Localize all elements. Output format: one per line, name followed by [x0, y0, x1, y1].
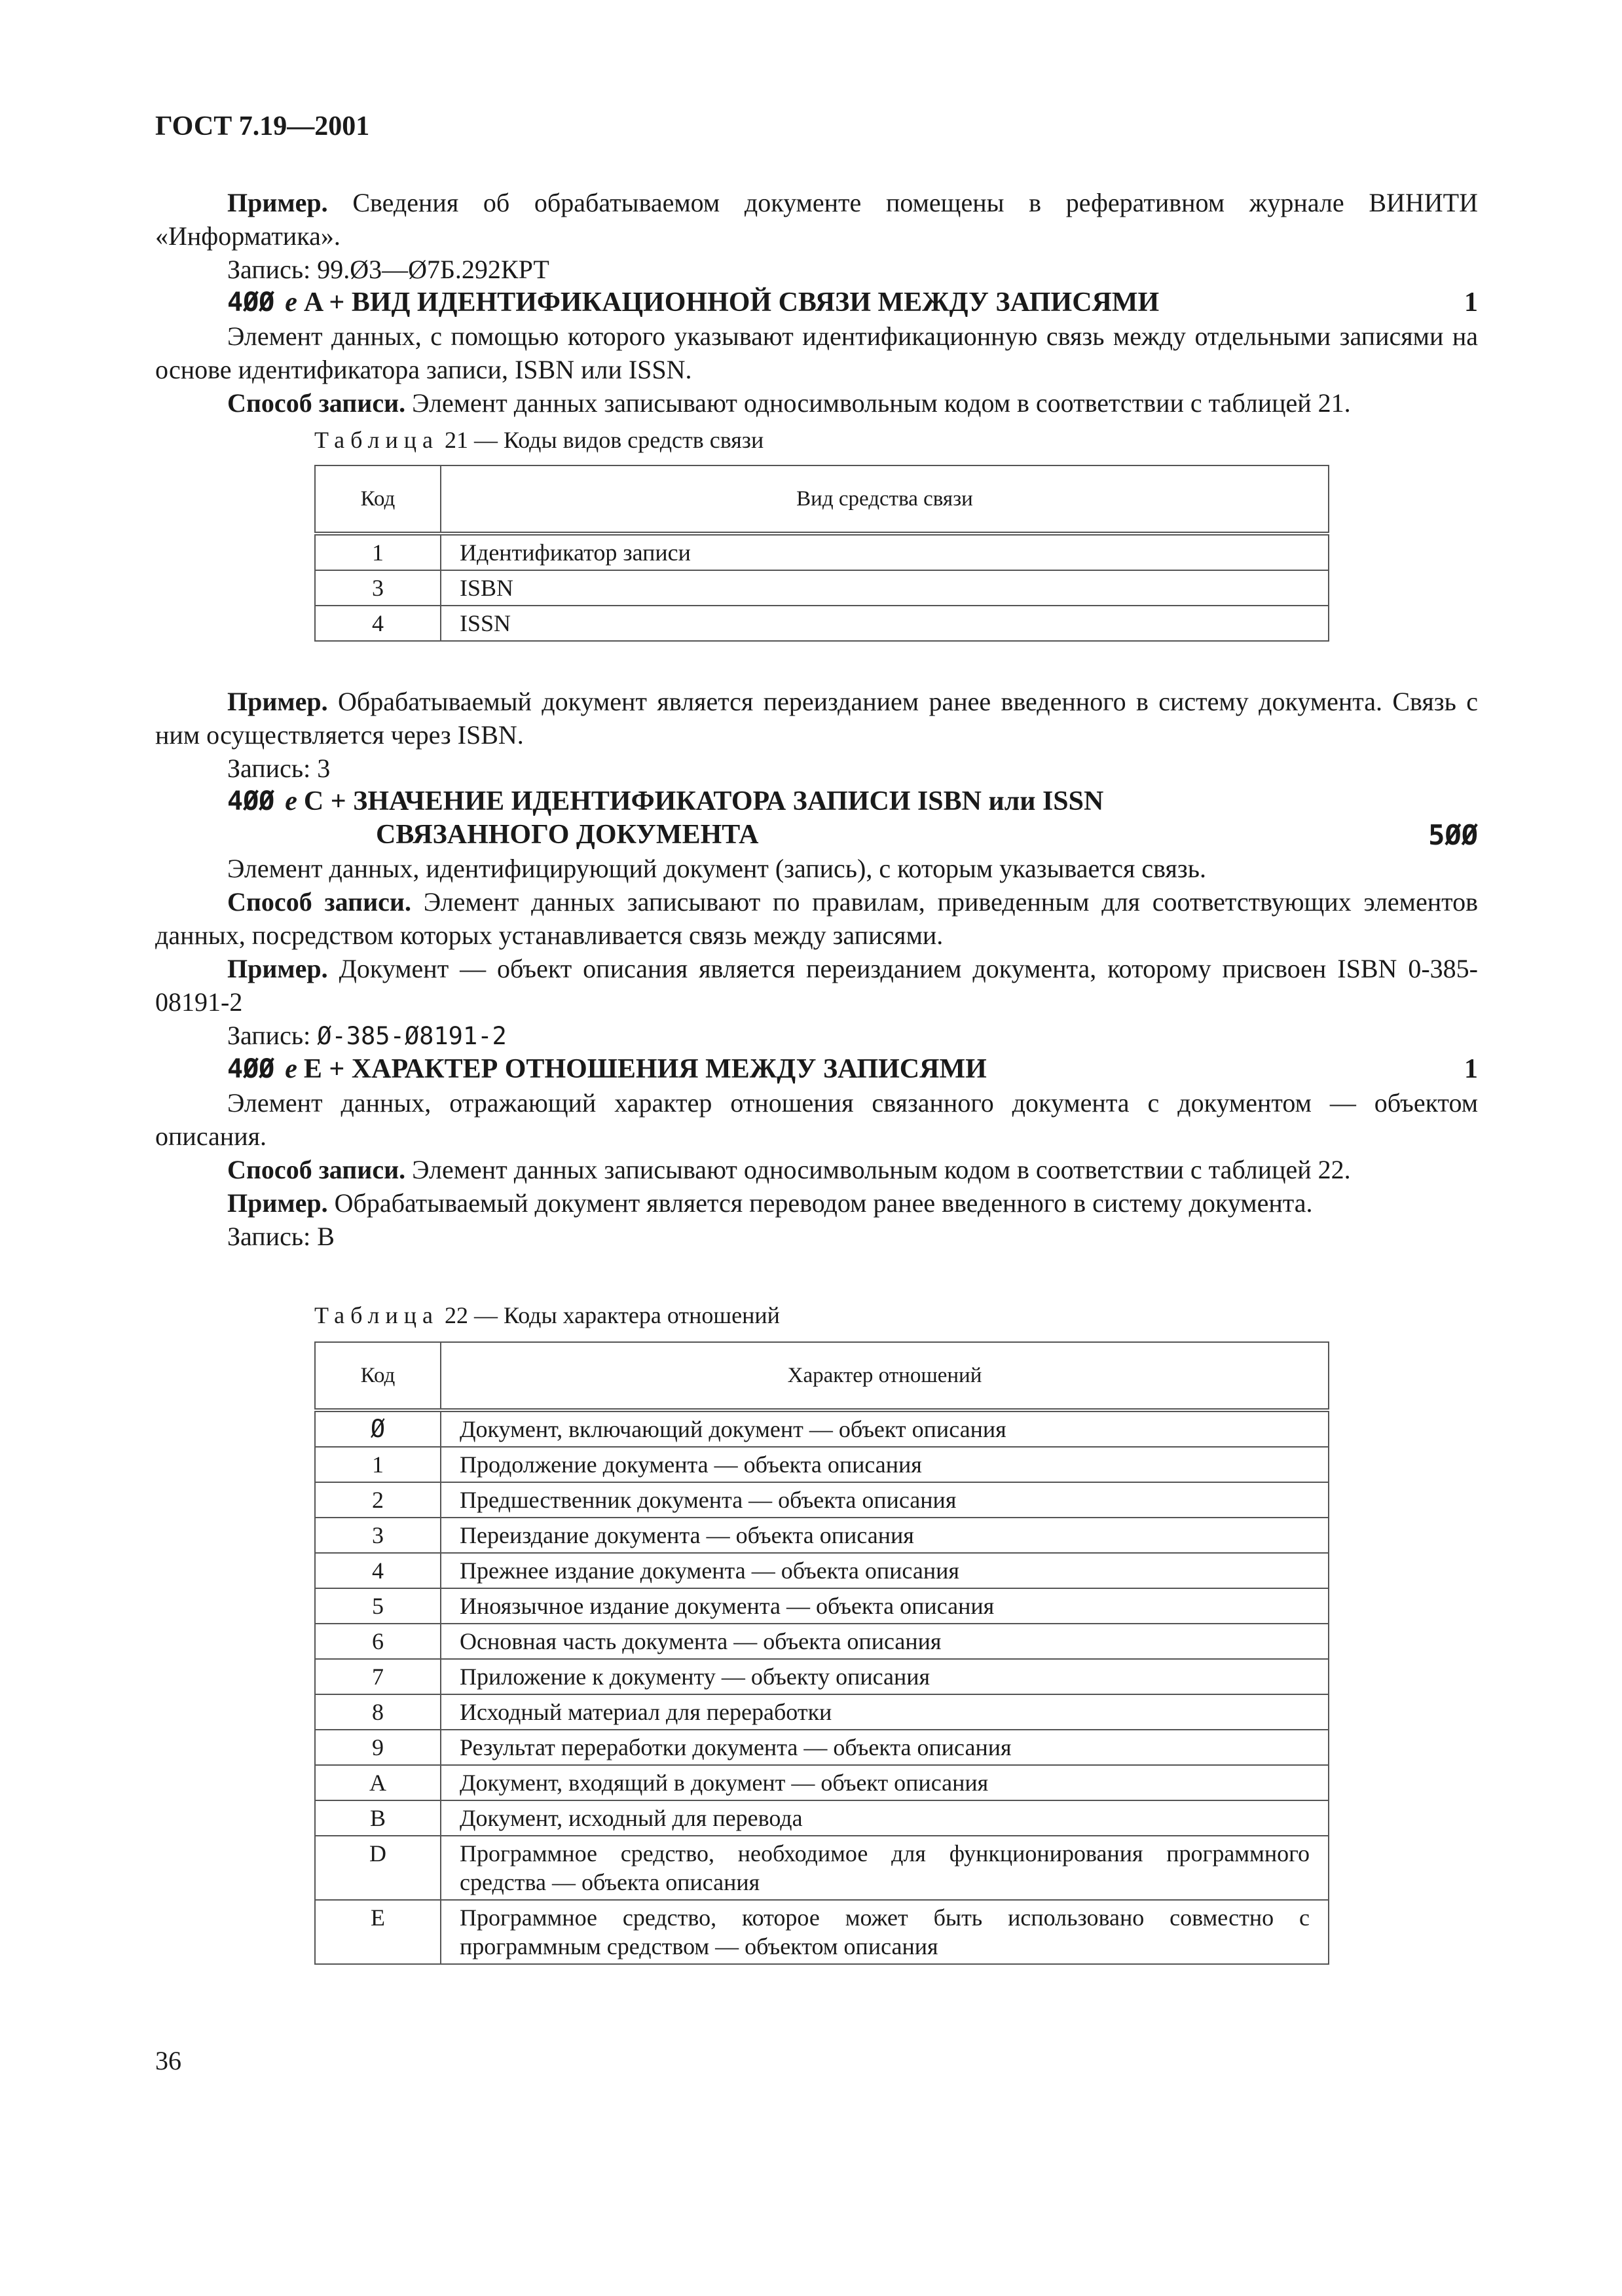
- record-value: Ø-385-Ø8191-2: [317, 1022, 507, 1050]
- table-row: [315, 1482, 1329, 1518]
- value-cell: Документ, исходный для перевода: [441, 1800, 1329, 1836]
- code-cell: 7: [315, 1659, 441, 1694]
- record-line: Запись: 99.Ø3—Ø7Б.292КРТ: [227, 255, 549, 284]
- field-definition: Элемент данных, отражающий характер отношения связанного документа с документом — объектом описания.: [155, 1088, 1478, 1151]
- table-21: [314, 465, 1329, 642]
- table-row: [315, 1588, 1329, 1624]
- value-cell: Иноязычное издание документа — объекта описания: [441, 1588, 1329, 1624]
- column-header-type: Вид средства связи: [441, 465, 1329, 534]
- example-label: Пример.: [227, 1188, 328, 1218]
- example-label: Пример.: [227, 687, 328, 716]
- code-cell: Ø: [315, 1410, 441, 1447]
- field-heading-e: [155, 1053, 1478, 1086]
- field-length: 1: [1464, 1054, 1478, 1084]
- code-cell: E: [315, 1900, 441, 1964]
- code-cell: 6: [315, 1624, 441, 1659]
- field-title: E + ХАРАКТЕР ОТНОШЕНИЯ МЕЖДУ ЗАПИСЯМИ: [303, 1054, 987, 1084]
- table-header-row: [315, 465, 1329, 534]
- page-header: ГОСТ 7.19—2001: [155, 111, 370, 141]
- code-cell: 8: [315, 1694, 441, 1730]
- value-cell: Идентификатор записи: [441, 534, 1329, 570]
- example-paragraph: [155, 952, 1478, 1019]
- method-paragraph: [155, 386, 1478, 420]
- code-cell: 3: [315, 1518, 441, 1553]
- table-row: [315, 1900, 1329, 1964]
- document-body: [155, 186, 1478, 1965]
- table-header-row: [315, 1342, 1329, 1410]
- code-cell: 3: [315, 570, 441, 606]
- code-cell: 5: [315, 1588, 441, 1624]
- field-heading-c: [155, 785, 1478, 818]
- method-label: Способ записи.: [227, 887, 411, 917]
- subfield-sign: e: [285, 1054, 297, 1084]
- value-cell: Прежнее издание документа — объекта описания: [441, 1553, 1329, 1588]
- field-definition: Элемент данных, идентифицирующий документ (запись), с которым указывается связь.: [227, 854, 1206, 883]
- example-label: Пример.: [227, 954, 328, 983]
- method-paragraph: [155, 1153, 1478, 1186]
- value-cell: Программное средство, необходимое для функционирования программного средства — объекта описания: [441, 1836, 1329, 1900]
- table-row: [315, 1765, 1329, 1800]
- column-header-relation: Характер отношений: [441, 1342, 1329, 1410]
- table-row: [315, 606, 1329, 641]
- table-row: [315, 1800, 1329, 1836]
- example-paragraph: [155, 186, 1478, 253]
- field-length: 5ØØ: [1428, 819, 1478, 851]
- column-header-code: Код: [315, 1342, 441, 1410]
- example-text: Документ — объект описания является переизданием документа, которому присвоен ISBN 0-385-08191-2: [155, 954, 1478, 1017]
- value-cell: Основная часть документа — объекта описания: [441, 1624, 1329, 1659]
- code-cell: 4: [315, 606, 441, 641]
- table-row: [315, 570, 1329, 606]
- caption-word: Таблица: [314, 427, 439, 453]
- field-definition: Элемент данных, с помощью которого указывают идентификационную связь между отдельными записями на основе идентификатора записи, ISBN или ISSN.: [155, 321, 1478, 384]
- caption-text: 22 — Коды характера отношений: [438, 1302, 780, 1328]
- table-22: [314, 1341, 1329, 1965]
- code-cell: 2: [315, 1482, 441, 1518]
- table-row: [315, 1410, 1329, 1447]
- value-cell: ISBN: [441, 570, 1329, 606]
- field-title: C + ЗНАЧЕНИЕ ИДЕНТИФИКАТОРА ЗАПИСИ ISBN или ISSN: [303, 786, 1104, 816]
- record-line: Запись: 3: [227, 754, 331, 783]
- value-cell: Документ, включающий документ — объект описания: [441, 1410, 1329, 1447]
- record-line: [155, 1019, 1478, 1053]
- value-cell: Программное средство, которое может быть использовано совместно с программным средством — объектом описания: [441, 1900, 1329, 1964]
- table-row: [315, 1659, 1329, 1694]
- example-paragraph: [155, 685, 1478, 752]
- field-title: A + ВИД ИДЕНТИФИКАЦИОННОЙ СВЯЗИ МЕЖДУ ЗАПИСЯМИ: [303, 287, 1160, 318]
- table-row: [315, 1553, 1329, 1588]
- table-row: [315, 1730, 1329, 1765]
- table-row: [315, 1518, 1329, 1553]
- page-number: 36: [155, 2046, 181, 2075]
- table-21-caption: [155, 424, 1478, 457]
- field-heading-a: [155, 286, 1478, 319]
- subfield-sign: e: [285, 287, 297, 318]
- method-paragraph: [155, 885, 1478, 952]
- subfield-sign: e: [285, 786, 297, 816]
- example-text: Обрабатываемый документ является переизданием ранее введенного в систему документа. Связь с ним осуществляется через ISBN.: [155, 687, 1478, 750]
- value-cell: Предшественник документа — объекта описания: [441, 1482, 1329, 1518]
- code-cell: D: [315, 1836, 441, 1900]
- table-row: [315, 1447, 1329, 1482]
- example-label: Пример.: [227, 188, 328, 217]
- field-length: 1: [1464, 287, 1478, 318]
- value-cell: ISSN: [441, 606, 1329, 641]
- code-cell: B: [315, 1800, 441, 1836]
- field-code: 4ØØ: [227, 1054, 275, 1084]
- method-text: Элемент данных записывают по правилам, приведенным для соответствующих элементов данных, посредством которых устанавливается связь между записями.: [155, 887, 1478, 950]
- method-text: Элемент данных записывают односимвольным кодом в соответствии с таблицей 21.: [405, 388, 1351, 418]
- code-cell: A: [315, 1765, 441, 1800]
- value-cell: Продолжение документа — объекта описания: [441, 1447, 1329, 1482]
- method-label: Способ записи.: [227, 388, 406, 418]
- code-cell: 1: [315, 534, 441, 570]
- table-22-caption: [155, 1299, 1478, 1332]
- code-cell: 4: [315, 1553, 441, 1588]
- record-label: Запись:: [227, 1021, 318, 1050]
- table-row: [315, 1836, 1329, 1900]
- value-cell: Переиздание документа — объекта описания: [441, 1518, 1329, 1553]
- code-cell: 1: [315, 1447, 441, 1482]
- caption-word: Таблица: [314, 1302, 439, 1328]
- caption-text: 21 — Коды видов средств связи: [438, 427, 764, 453]
- value-cell: Результат переработки документа — объекта описания: [441, 1730, 1329, 1765]
- value-cell: Исходный материал для переработки: [441, 1694, 1329, 1730]
- method-label: Способ записи.: [227, 1155, 406, 1184]
- field-code: 4ØØ: [227, 287, 275, 318]
- code-cell: 9: [315, 1730, 441, 1765]
- field-code: 4ØØ: [227, 786, 275, 816]
- example-text: Обрабатываемый документ является переводом ранее введенного в систему документа.: [327, 1188, 1313, 1218]
- column-header-code: Код: [315, 465, 441, 534]
- value-cell: Документ, входящий в документ — объект описания: [441, 1765, 1329, 1800]
- table-row: [315, 534, 1329, 570]
- record-line: Запись: В: [227, 1222, 335, 1251]
- table-row: [315, 1694, 1329, 1730]
- method-text: Элемент данных записывают односимвольным кодом в соответствии с таблицей 22.: [405, 1155, 1351, 1184]
- field-heading-c-continuation: [155, 818, 1478, 852]
- value-cell: Приложение к документу — объекту описания: [441, 1659, 1329, 1694]
- example-text: Сведения об обрабатываемом документе помещены в реферативном журнале ВИНИТИ «Информатика».: [155, 188, 1478, 251]
- example-paragraph: [155, 1186, 1478, 1220]
- field-title-continued: СВЯЗАННОГО ДОКУМЕНТА: [376, 820, 759, 850]
- table-row: [315, 1624, 1329, 1659]
